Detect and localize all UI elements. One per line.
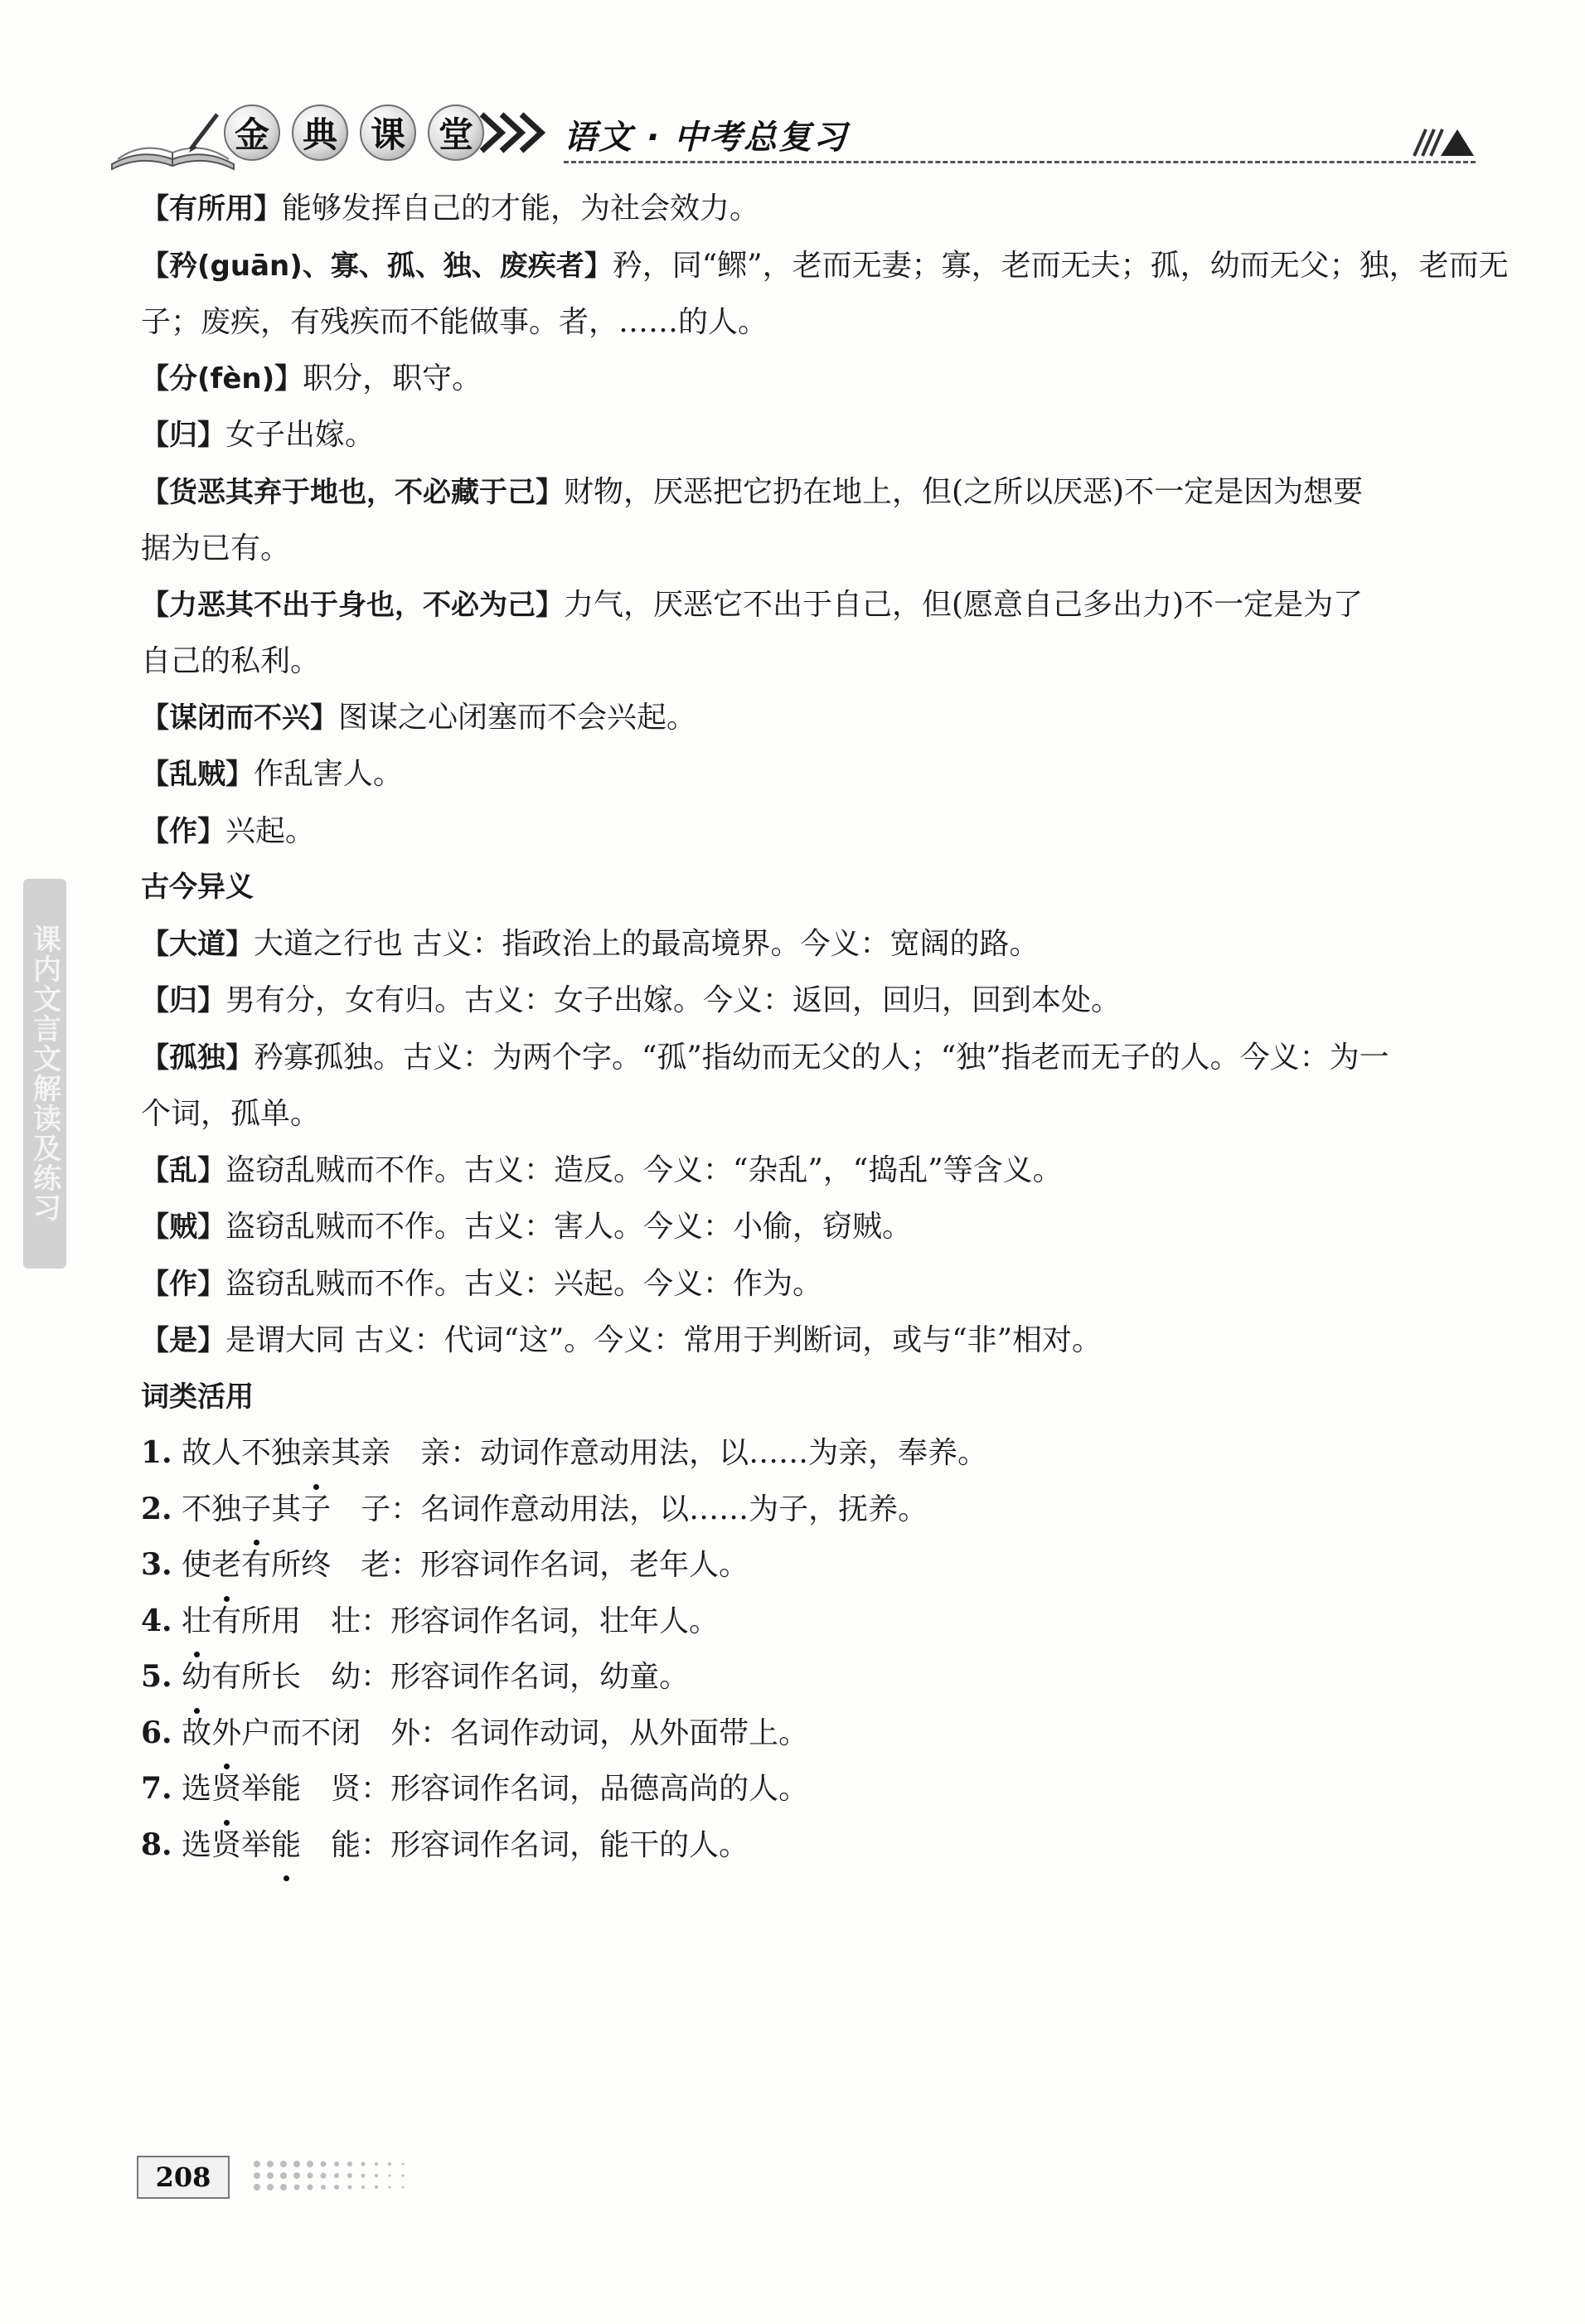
item-number: 2.	[141, 1491, 172, 1526]
cilei-item	[141, 1649, 1476, 1705]
item-number: 5.	[141, 1659, 172, 1694]
explanation: 亲：动词作意动用法，以……为亲，奉养。	[420, 1436, 988, 1470]
corner-stripes-icon	[1409, 124, 1476, 158]
example-post: 有所终	[241, 1548, 332, 1582]
glossary-definition: 图谋之心闭塞而不会兴起。	[338, 700, 697, 735]
brand-char: 典	[292, 104, 348, 161]
explanation: 贤：形容词作名词，品德高尚的人。	[331, 1772, 809, 1806]
example-post: 有所长	[211, 1660, 302, 1694]
example-pre: 使	[182, 1548, 212, 1582]
side-tab-label: 课内文言文解读及练习	[27, 924, 61, 1223]
glossary-term: 【分(fèn)】	[141, 361, 303, 395]
glossary-definition: 财物，厌恶把它扔在地上，但(之所以厌恶)不一定是因为想要	[564, 474, 1364, 509]
glossary-term: 【归】	[141, 419, 225, 452]
section-heading-cilei: 词类活用	[141, 1380, 254, 1414]
item-number: 8.	[141, 1827, 172, 1862]
glossary-entry	[141, 746, 1476, 803]
gujin-entry	[141, 1312, 1476, 1370]
cilei-item	[141, 1537, 1476, 1594]
glossary-continuation: 自己的私利。	[141, 644, 321, 678]
gujin-entry	[141, 916, 1476, 973]
gujin-entry	[141, 1030, 1476, 1087]
glossary-term: 【有所用】	[141, 192, 282, 226]
cilei-item	[141, 1482, 1476, 1538]
explanation: 外：名词作动词，从外面带上。	[390, 1715, 809, 1750]
emphasized-char: 外	[211, 1705, 241, 1762]
example-post: 其子	[271, 1492, 332, 1526]
gujin-definition: 盗窃乱贼而不作。古义：兴起。今义：作为。	[225, 1266, 823, 1301]
main-content	[141, 181, 1509, 1873]
glossary-term: 【矜(guān)、寡、孤、独、废疾者】	[141, 249, 613, 283]
explanation: 子：名词作意动用法，以……为子，抚养。	[361, 1492, 928, 1526]
side-section-tab	[23, 879, 66, 1269]
example-pre: 选贤举	[182, 1827, 272, 1862]
brand-char: 金	[224, 104, 280, 161]
gujin-term: 【是】	[141, 1324, 225, 1357]
item-number: 3.	[141, 1547, 172, 1582]
book-pen-icon	[108, 108, 240, 174]
subject-title: 语文 · 中考总复习	[564, 119, 849, 157]
emphasized-char: 壮	[182, 1594, 211, 1650]
gujin-term: 【大道】	[141, 927, 254, 961]
glossary-definition: 矜，同“鳏”，老而无妻；寡，老而无夫；孤，幼而无父；独，老而无	[612, 248, 1509, 283]
glossary-term: 【谋闭而不兴】	[141, 701, 338, 735]
glossary-entry	[141, 577, 1476, 634]
gujin-definition: 男有分，女有归。古义：女子出嫁。今义：返回，回归，回到本处。	[225, 983, 1122, 1017]
explanation: 幼：形容词作名词，幼童。	[331, 1660, 690, 1694]
glossary-term: 【作】	[141, 814, 225, 848]
gujin-term: 【归】	[141, 984, 225, 1017]
gujin-definition: 盗窃乱贼而不作。古义：造反。今义：“杂乱”，“捣乱”等含义。	[225, 1152, 1063, 1187]
gujin-definition: 大道之行也 古义：指政治上的最高境界。今义：宽阔的路。	[254, 926, 1040, 961]
item-number: 4.	[141, 1603, 172, 1638]
page-header	[99, 91, 1476, 174]
gujin-term: 【乱】	[141, 1153, 225, 1187]
gujin-term: 【贼】	[141, 1211, 225, 1244]
gujin-term: 【孤独】	[141, 1041, 254, 1075]
gujin-definition: 盗窃乱贼而不作。古义：害人。今义：小偷，窃贼。	[225, 1210, 913, 1244]
gujin-entry	[141, 1143, 1476, 1200]
item-number: 7.	[141, 1771, 172, 1806]
cilei-item	[141, 1761, 1476, 1817]
cilei-item	[141, 1817, 1476, 1874]
emphasized-char: 幼	[182, 1649, 211, 1705]
cilei-item	[141, 1705, 1476, 1762]
gujin-definition: 矜寡孤独。古义：为两个字。“孤”指幼而无父的人；“独”指老而无子的人。今义：为一	[254, 1040, 1389, 1075]
emphasized-char: 老	[211, 1537, 241, 1594]
emphasized-char: 能	[271, 1817, 301, 1874]
glossary-definition: 女子出嫁。	[225, 418, 376, 452]
example-pre: 故人不独	[182, 1436, 302, 1470]
glossary-entry	[141, 407, 1476, 464]
page-number: 208	[137, 2156, 230, 2199]
glossary-entry	[141, 803, 1476, 861]
glossary-term: 【货恶其弃于地也，不必藏于己】	[141, 475, 564, 509]
cilei-item	[141, 1425, 1476, 1482]
brand-title	[224, 104, 484, 161]
emphasized-char: 子	[241, 1482, 271, 1538]
header-divider	[564, 161, 1476, 163]
example-pre: 故	[182, 1715, 212, 1750]
gujin-entry	[141, 973, 1476, 1030]
example-post: 有所用	[211, 1604, 302, 1638]
glossary-entry	[141, 351, 1476, 408]
glossary-definition: 兴起。	[225, 813, 316, 848]
glossary-definition: 力气，厌恶它不出于自己，但(愿意自己多出力)不一定是为了	[564, 587, 1364, 622]
glossary-entry	[141, 181, 1476, 238]
emphasized-char: 亲	[301, 1425, 331, 1482]
example-pre: 不独	[182, 1492, 242, 1526]
gujin-continuation: 个词，孤单。	[141, 1097, 321, 1131]
gujin-term: 【作】	[141, 1267, 225, 1301]
emphasized-char: 贤	[211, 1761, 241, 1817]
explanation: 壮：形容词作名词，壮年人。	[331, 1604, 720, 1638]
brand-char: 课	[360, 104, 416, 161]
glossary-entry	[141, 238, 1509, 295]
chevrons-icon	[477, 109, 551, 156]
item-number: 6.	[141, 1715, 172, 1750]
example-post: 其亲	[331, 1436, 391, 1470]
gujin-entry	[141, 1256, 1476, 1313]
glossary-continuation: 子；废疾，有残疾而不能做事。者，……的人。	[141, 305, 768, 339]
brand-char: 堂	[428, 104, 484, 161]
gujin-definition: 是谓大同 古义：代词“这”。今义：常用于判断词，或与“非”相对。	[225, 1323, 1103, 1357]
glossary-definition: 作乱害人。	[254, 757, 404, 791]
glossary-definition: 能够发挥自己的才能，为社会效力。	[282, 192, 760, 226]
dot-pattern-icon	[249, 2154, 431, 2197]
gujin-entry	[141, 1199, 1476, 1256]
glossary-entry	[141, 690, 1476, 747]
glossary-term: 【力恶其不出于身也，不必为己】	[141, 588, 564, 622]
item-number: 1.	[141, 1435, 172, 1470]
example-pre: 选	[182, 1772, 212, 1806]
section-heading-gujin: 古今异义	[141, 871, 254, 904]
explanation: 老：形容词作名词，老年人。	[361, 1548, 749, 1582]
glossary-definition: 职分，职守。	[303, 361, 482, 395]
glossary-term: 【乱贼】	[141, 758, 254, 791]
explanation: 能：形容词作名词，能干的人。	[331, 1827, 749, 1862]
example-post: 举能	[241, 1772, 302, 1806]
glossary-continuation: 据为已有。	[141, 531, 291, 565]
example-post: 户而不闭	[241, 1715, 361, 1750]
glossary-entry	[141, 464, 1476, 522]
cilei-item	[141, 1594, 1476, 1650]
